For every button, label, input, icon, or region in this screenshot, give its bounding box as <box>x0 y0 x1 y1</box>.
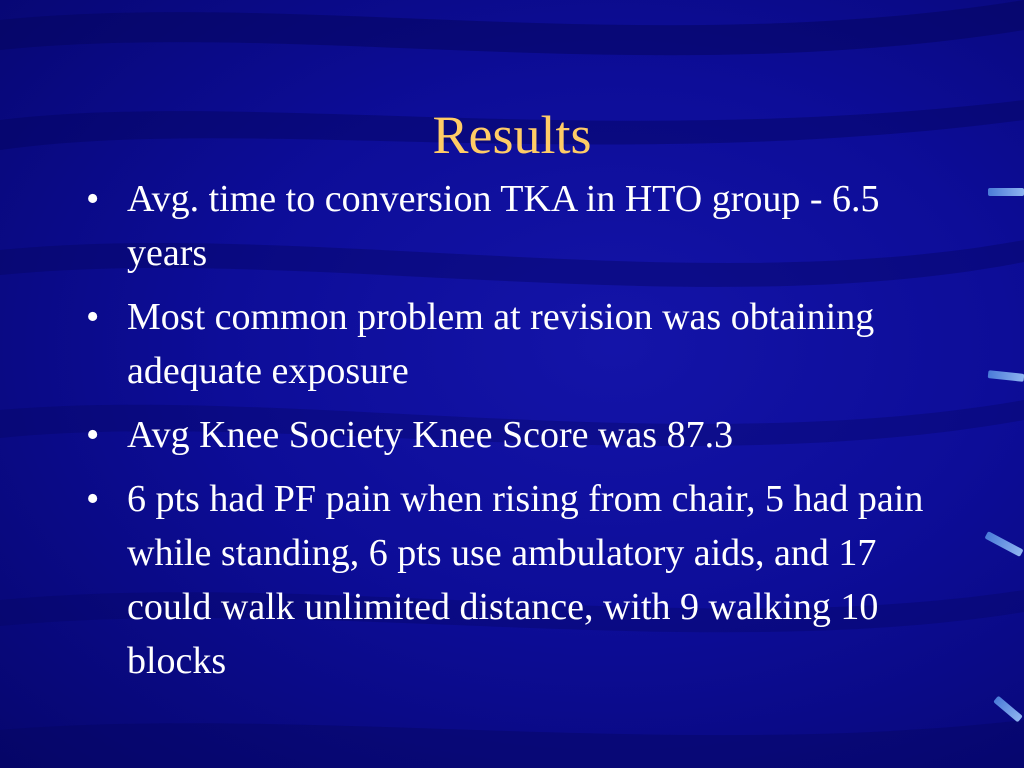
bullet-item <box>82 290 952 398</box>
bullet-symbol: • <box>86 296 100 338</box>
bullet-text: Avg Knee Society Knee Score was 87.3 <box>127 414 734 456</box>
bullet-list <box>82 172 952 698</box>
bullet-text: Avg. time to conversion TKA in HTO group - 6.5 years <box>127 178 880 274</box>
bullet-symbol: • <box>86 178 100 220</box>
bullet-item <box>82 472 952 688</box>
bullet-item <box>82 408 952 462</box>
slide-title: Results <box>432 105 592 165</box>
bullet-text: Most common problem at revision was obtaining adequate exposure <box>127 296 875 392</box>
bullet-symbol: • <box>86 478 100 520</box>
bullet-text: 6 pts had PF pain when rising from chair, 5 had pain while standing, 6 pts use ambulatory aids, and 17 could walk unlimited distance, with 9 walking 10 blocks <box>127 478 924 682</box>
bullet-item <box>82 172 952 280</box>
accent-tick-1 <box>988 188 1024 196</box>
bullet-symbol: • <box>86 414 100 456</box>
